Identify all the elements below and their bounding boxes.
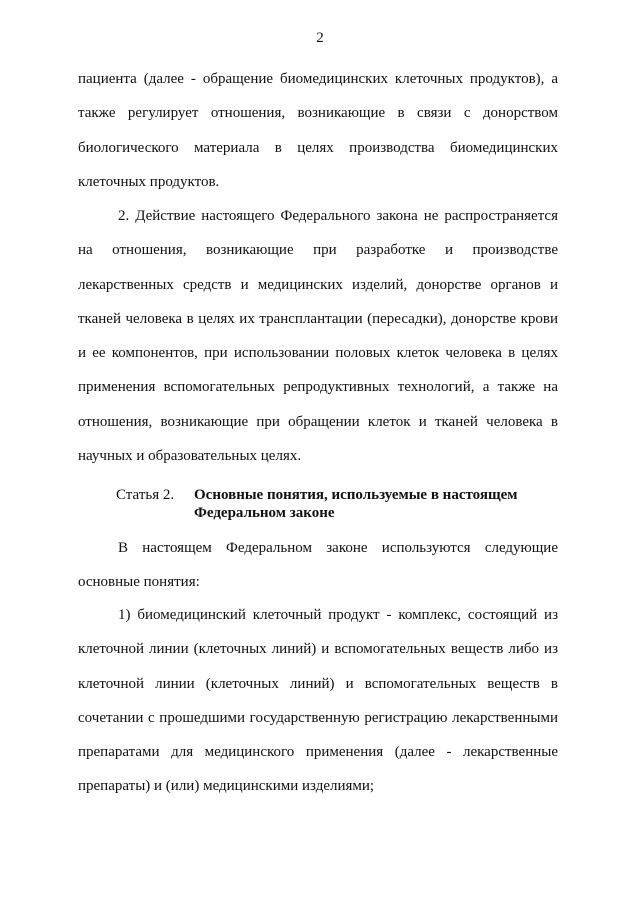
paragraph-definition-1: 1) биомедицинский клеточный продукт - комплекс, состоящий из клеточной линии (клеточных линий) и вспомогательных веществ либо из клеточной линии (клеточных линий) и вспомогательных веществ в сочетании с прошедшими государственную регистрацию лекарственными препаратами для медицинского применения (далее - лекарственные препараты) и (или) медицинскими изделиями; (78, 607, 558, 795)
page-number: 2 (316, 30, 324, 46)
article-number: Статья 2. (116, 487, 175, 503)
article-heading (116, 486, 576, 522)
paragraph-continuation: пациента (далее - обращение биомедицинских клеточных продуктов), а также регулирует отношения, возникающие в связи с донорством биологического материала в целях производства биомедицинских клеточных продуктов. (78, 71, 558, 190)
paragraph-scope-exclusion: 2. Действие настоящего Федерального закона не распространяется на отношения, возникающие при разработке и производстве лекарственных средств и медицинских изделий, донорстве органов и тканей человека в целях их трансплантации (пересадки), донорстве крови и ее компонентов, при использовании половых клеток человека в целях применения вспомогательных репродуктивных технологий, а также на отношения, возникающие при обращении клеток и тканей человека в научных и образовательных целях. (78, 208, 558, 465)
article-title: Основные понятия, используемые в настоящем Федеральном законе (194, 487, 518, 521)
paragraph-definitions-intro: В настоящем Федеральном законе используются следующие основные понятия: (78, 540, 558, 591)
